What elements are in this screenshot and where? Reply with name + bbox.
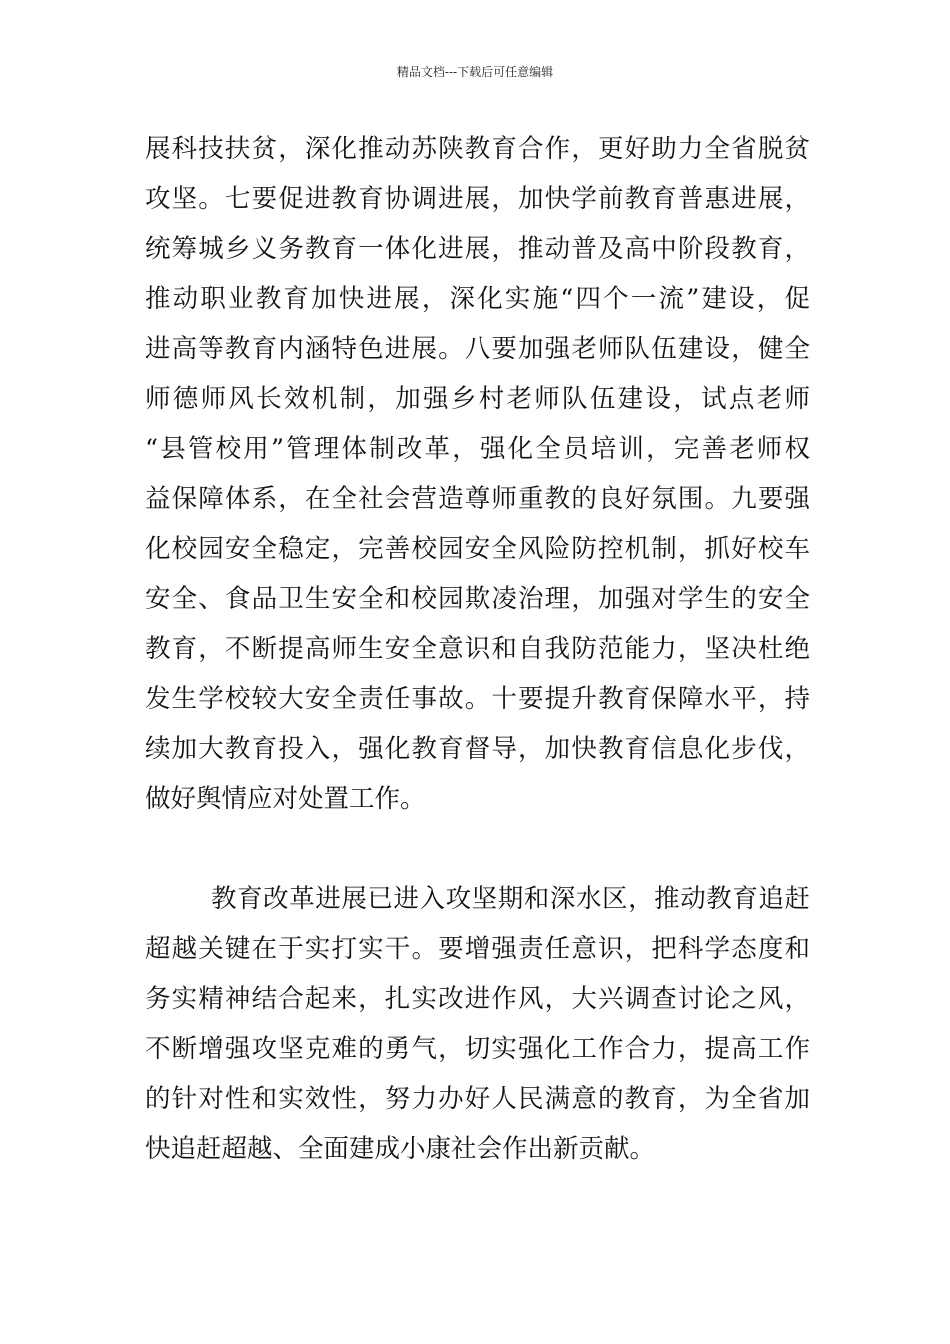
text-line: “县管校用”管理体制改革，强化全员培训，完善老师权 — [145, 434, 810, 464]
text-line: 续加大教育投入，强化教育督导，加快教育信息化步伐， — [145, 734, 810, 764]
text-line: 超越关键在于实打实干。要增强责任意识，把科学态度和 — [145, 934, 810, 964]
text-line: 进高等教育内涵特色进展。八要加强老师队伍建设，健全 — [145, 334, 810, 364]
paragraph-1 — [145, 124, 810, 824]
text-line: 安全、食品卫生安全和校园欺凌治理，加强对学生的安全 — [145, 584, 810, 614]
text-line: 的针对性和实效性，努力办好人民满意的教育，为全省加 — [145, 1084, 810, 1114]
text-line: 不断增强攻坚克难的勇气，切实强化工作合力，提高工作 — [145, 1034, 810, 1064]
text-line: 展科技扶贫，深化推动苏陕教育合作，更好助力全省脱贫 — [145, 134, 810, 164]
text-line: 攻坚。七要促进教育协调进展，加快学前教育普惠进展， — [145, 184, 810, 214]
document-body — [145, 124, 810, 1174]
text-line: 教育，不断提高师生安全意识和自我防范能力，坚决杜绝 — [145, 634, 810, 664]
text-line: 推动职业教育加快进展，深化实施“四个一流”建设，促 — [145, 284, 810, 314]
text-line: 教育改革进展已进入攻坚期和深水区，推动教育追赶 — [211, 884, 810, 914]
text-line: 发生学校较大安全责任事故。十要提升教育保障水平，持 — [145, 684, 810, 714]
text-line: 化校园安全稳定，完善校园安全风险防控机制，抓好校车 — [145, 534, 810, 564]
text-line: 务实精神结合起来，扎实改进作风，大兴调查讨论之风， — [145, 984, 810, 1014]
paragraph-2 — [145, 874, 810, 1174]
text-line: 做好舆情应对处置工作。 — [145, 784, 426, 814]
text-line: 统筹城乡义务教育一体化进展，推动普及高中阶段教育， — [145, 234, 810, 264]
page-header: 精品文档---下载后可任意编辑 — [396, 65, 554, 79]
text-line: 快追赶超越、全面建成小康社会作出新贡献。 — [145, 1134, 656, 1164]
text-line: 师德师风长效机制，加强乡村老师队伍建设，试点老师 — [145, 384, 810, 414]
text-line: 益保障体系，在全社会营造尊师重教的良好氛围。九要强 — [145, 484, 810, 514]
paragraph-spacer — [145, 824, 810, 874]
